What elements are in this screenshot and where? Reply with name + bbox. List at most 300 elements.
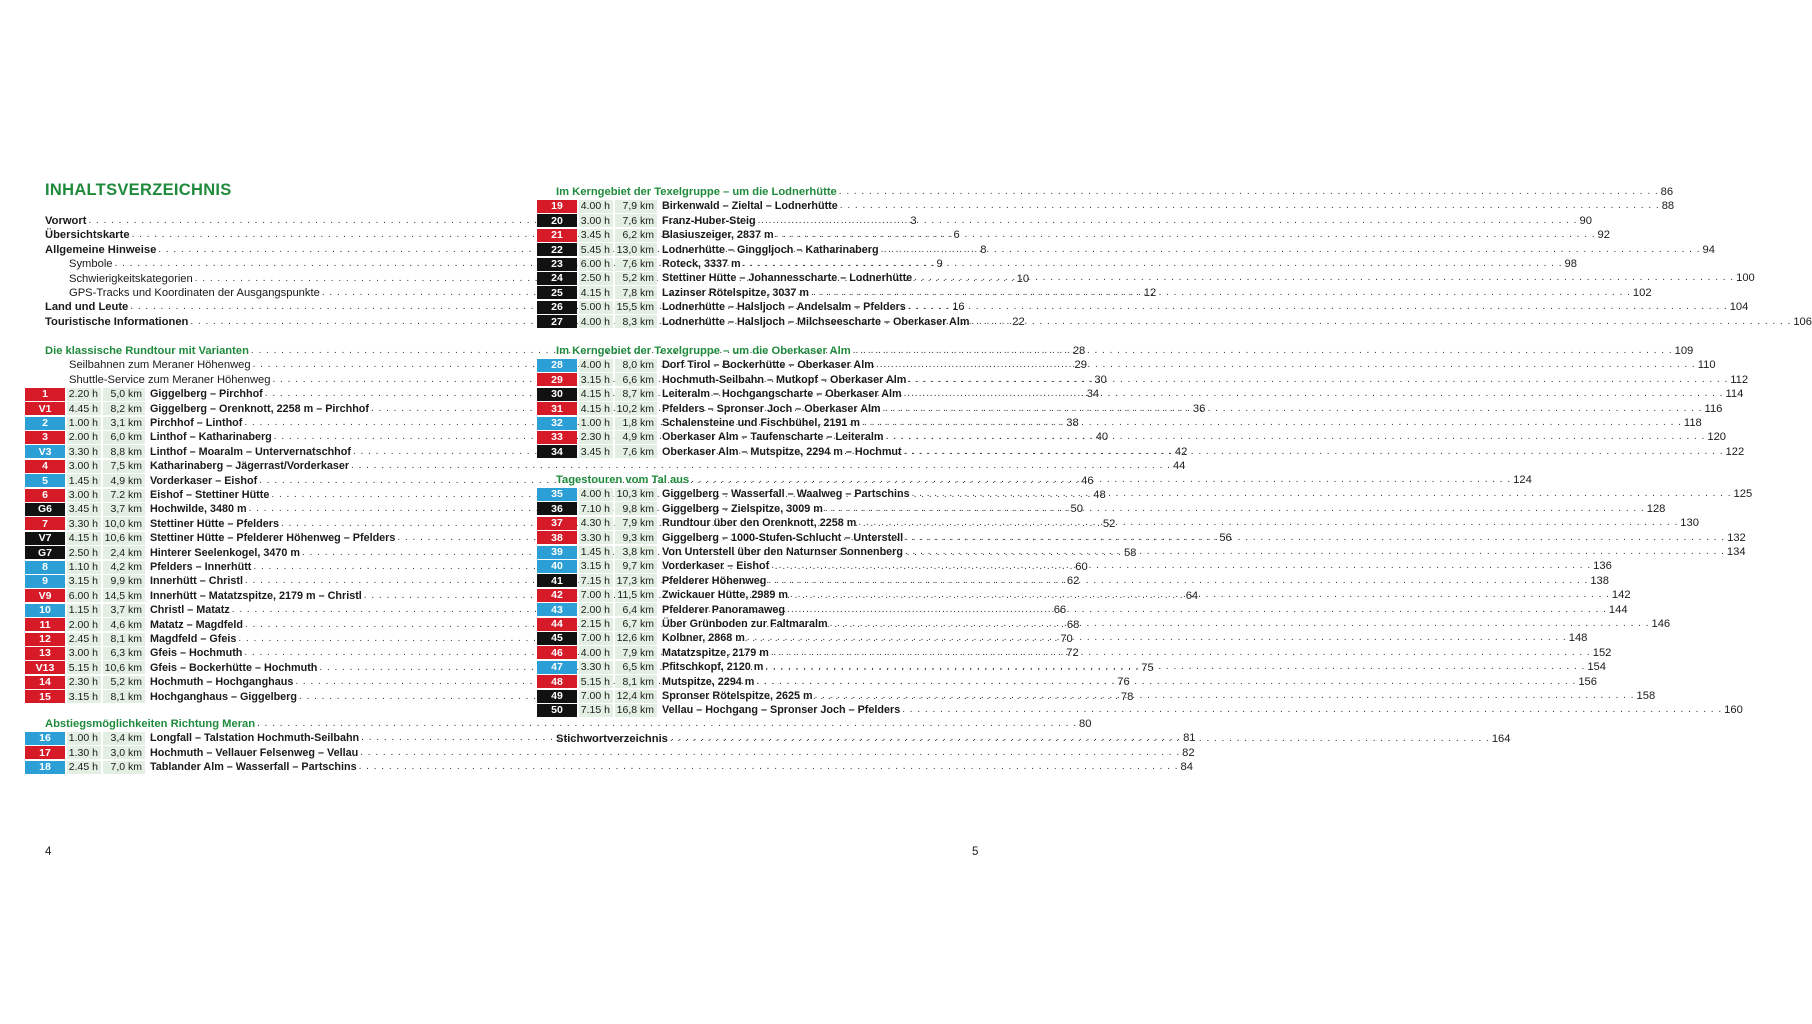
tour-duration: 7.00 h: [579, 690, 613, 703]
tour-duration: 2.30 h: [67, 676, 101, 689]
tour-number-badge: 3: [25, 431, 65, 444]
tour-label: Birkenwald – Zieltal – Lodnerhütte: [662, 200, 838, 213]
section-heading-page: 124: [1513, 474, 1532, 486]
tour-row[interactable]: [537, 243, 1715, 257]
tour-label: Linthof – Moaralm – Untervernatschhof: [150, 445, 351, 458]
tour-label: Oberkaser Alm – Taufenscharte – Leiteralm: [662, 431, 884, 444]
tour-page: 104: [1729, 301, 1749, 314]
tour-number-badge: 10: [25, 604, 65, 617]
tour-page: 46: [1081, 474, 1094, 487]
tour-number-badge: 2: [25, 417, 65, 430]
tour-duration: 3.15 h: [579, 373, 613, 386]
tour-number-badge: 46: [537, 646, 577, 659]
tour-page: 84: [1180, 761, 1193, 774]
leader-dots: [908, 300, 1728, 314]
tour-page: 132: [1727, 531, 1746, 544]
tour-distance: 9,3 km: [615, 531, 657, 544]
leader-dots: [743, 257, 1563, 271]
tour-page: 92: [1597, 229, 1610, 242]
tour-label: Matatz – Magdfeld: [150, 618, 243, 631]
tour-distance: 3,1 km: [103, 417, 145, 430]
leader-dots: [876, 358, 1696, 372]
tour-number-badge: G7: [25, 546, 65, 559]
tour-duration: 5.45 h: [579, 243, 613, 256]
tour-page: 130: [1680, 517, 1699, 530]
tour-number-badge: 31: [537, 402, 577, 415]
tour-label: Von Unterstell über den Naturnser Sonnenberg: [662, 546, 903, 558]
leader-dots: [768, 574, 1588, 588]
tour-duration: 3.30 h: [579, 661, 613, 674]
tour-distance: 8,7 km: [615, 388, 657, 401]
leader-dots: [904, 387, 1724, 401]
page-number-right: 5: [972, 846, 979, 858]
tour-distance: 7,5 km: [103, 460, 145, 473]
entry-label: GPS-Tracks und Koordinaten der Ausgangspunkte: [69, 287, 320, 299]
tour-duration: 1.45 h: [579, 546, 613, 559]
tour-label: Lodnerhütte – Halsljoch – Milchseescharte – Oberkaser Alm: [662, 315, 970, 328]
tour-duration: 4.00 h: [579, 200, 613, 213]
tour-number-badge: 19: [537, 200, 577, 213]
tour-page: 138: [1590, 574, 1609, 587]
tour-duration: 7.10 h: [579, 502, 613, 515]
tour-label: Hochmuth – Vellauer Felsenweg – Vellau: [150, 746, 359, 759]
tour-number-badge: 23: [537, 258, 577, 271]
leader-dots: [776, 228, 1596, 242]
tour-number-badge: 16: [25, 732, 65, 745]
tour-distance: 3,0 km: [103, 746, 145, 759]
tour-label: Vellau – Hochgang – Spronser Joch – Pfelders: [662, 704, 901, 717]
tour-distance: 10,6 km: [103, 661, 145, 674]
leader-dots: [830, 617, 1650, 631]
tour-number-badge: 39: [537, 546, 577, 559]
tour-duration: 6.00 h: [67, 589, 101, 602]
tour-row[interactable]: [537, 300, 1749, 314]
tour-row[interactable]: [537, 228, 1610, 242]
tour-label: Vorderkaser – Eishof: [662, 560, 770, 573]
tour-page: 146: [1651, 618, 1671, 630]
tour-page: 144: [1608, 603, 1628, 616]
tour-distance: 7,6 km: [615, 214, 657, 227]
tour-page: 112: [1730, 373, 1749, 386]
tour-duration: 3.45 h: [579, 229, 613, 242]
section-heading-label: Im Kerngebiet der Texelgruppe – um die Lodnerhütte: [556, 186, 837, 198]
tour-number-badge: V3: [25, 445, 65, 458]
tour-page: 34: [1086, 388, 1100, 401]
tour-number-badge: 34: [537, 445, 577, 458]
tour-label: Hochmuth – Hochganghaus: [150, 676, 294, 689]
tour-distance: 3,7 km: [103, 604, 145, 617]
tour-label: Vorderkaser – Eishof: [150, 474, 258, 487]
tour-page: 60: [1075, 561, 1088, 573]
leader-dots: [908, 373, 1728, 387]
tour-distance: 7,9 km: [615, 200, 657, 213]
tour-number-badge: 30: [537, 388, 577, 401]
tour-duration: 3.00 h: [67, 460, 101, 473]
tour-number-badge: 7: [25, 517, 65, 530]
tour-distance: 8,8 km: [103, 445, 145, 458]
tour-duration: 3.30 h: [67, 445, 101, 458]
tour-label: Linthof – Katharinaberg: [150, 431, 272, 444]
tour-number-badge: 6: [25, 489, 65, 502]
leader-dots: [765, 660, 1585, 674]
entry-label: Vorwort: [45, 215, 87, 227]
entry-label: Stichwortverzeichnis: [556, 733, 668, 745]
tour-page: 66: [1053, 604, 1067, 617]
tour-page: 136: [1593, 560, 1612, 573]
tour-page: 128: [1646, 502, 1666, 515]
tour-number-badge: 49: [537, 690, 577, 703]
leader-dots: [853, 344, 1673, 358]
tour-page: 98: [1564, 258, 1577, 270]
entry-label: Seilbahnen zum Meraner Höhenweg: [69, 359, 251, 372]
tour-duration: 4.00 h: [579, 646, 613, 659]
entry-page: 22: [1012, 315, 1025, 328]
leader-dots: [790, 588, 1610, 602]
tour-page: 62: [1066, 575, 1080, 588]
tour-distance: 10,6 km: [103, 532, 145, 545]
tour-distance: 4,9 km: [615, 431, 657, 444]
tour-number-badge: 50: [537, 704, 577, 717]
leader-dots: [351, 459, 1171, 473]
tour-label: Mutspitze, 2294 m: [662, 675, 755, 688]
tour-label: Lazinser Rötelspitze, 3037 m: [662, 286, 810, 299]
tour-duration: 3.45 h: [67, 503, 101, 516]
section-heading-page: 80: [1079, 718, 1092, 730]
tour-duration: 2.15 h: [579, 618, 613, 631]
tour-number-badge: 32: [537, 417, 577, 430]
tour-duration: 2.50 h: [579, 272, 613, 285]
entry-label: Touristische Informationen: [45, 315, 189, 328]
tour-number-badge: 22: [537, 243, 577, 256]
tour-number-badge: 17: [25, 746, 65, 759]
tour-page: 110: [1697, 359, 1716, 372]
tour-label: Pfelders – Innerhütt: [150, 561, 252, 573]
tour-number-badge: 41: [537, 574, 577, 587]
tour-number-badge: 45: [537, 632, 577, 645]
entry-page: 29: [1074, 359, 1087, 372]
tour-number-badge: 40: [537, 560, 577, 573]
tour-number-badge: V13: [25, 661, 65, 674]
tour-label: Innerhütt – Matatzspitze, 2179 m – Christl: [150, 589, 362, 602]
tour-label: Spronser Rötelspitze, 2625 m: [662, 690, 813, 702]
tour-page: 116: [1704, 402, 1723, 415]
tour-distance: 9,9 km: [103, 575, 145, 588]
tour-distance: 6,2 km: [615, 229, 657, 242]
leader-dots: [905, 531, 1725, 545]
tour-label: Stettiner Hütte – Pfelders: [150, 517, 279, 530]
tour-distance: 8,1 km: [103, 633, 145, 646]
tour-number-badge: 35: [537, 488, 577, 501]
tour-label: Stettiner Hütte – Johannesscharte – Lodnerhütte: [662, 272, 913, 285]
tour-label: Christl – Matatz: [150, 604, 230, 617]
leader-dots: [811, 286, 1631, 300]
tour-page: 88: [1661, 200, 1675, 213]
tour-page: 75: [1141, 661, 1154, 674]
tour-label: Dorf Tirol – Bockerhütte – Oberkaser Alm: [662, 359, 874, 372]
tour-page: 52: [1102, 517, 1116, 530]
tour-label: Hochwilde, 3480 m: [150, 503, 247, 516]
tour-distance: 4,9 km: [103, 474, 145, 487]
tour-duration: 3.00 h: [67, 489, 101, 502]
section-heading-label: Im Kerngebiet der Texelgruppe – um die Oberkaser Alm: [556, 345, 851, 357]
tour-duration: 2.00 h: [67, 618, 101, 631]
tour-label: Eishof – Stettiner Hütte: [150, 489, 270, 501]
tour-number-badge: 29: [537, 373, 577, 386]
tour-distance: 12,6 km: [615, 632, 657, 645]
tour-page: 68: [1066, 618, 1080, 631]
tour-distance: 13,0 km: [615, 243, 657, 256]
tour-page: 64: [1185, 589, 1199, 602]
tour-duration: 1.00 h: [67, 732, 101, 745]
tour-page: 134: [1726, 546, 1746, 558]
tour-page: 48: [1093, 489, 1106, 501]
tour-duration: 3.15 h: [67, 575, 101, 588]
tour-distance: 10,2 km: [615, 402, 657, 415]
leader-dots: [756, 675, 1576, 689]
tour-label: Pfelders – Spronser Joch – Oberkaser Alm: [662, 402, 881, 415]
leader-dots: [905, 545, 1725, 559]
tour-label: Giggelberg – Orenknott, 2258 m – Pirchhof: [150, 402, 369, 415]
tour-number-badge: 11: [25, 618, 65, 631]
tour-row[interactable]: [537, 271, 1755, 285]
tour-page: 58: [1123, 546, 1137, 559]
section-heading-label: Tagestouren vom Tal aus: [556, 474, 690, 486]
tour-duration: 2.45 h: [67, 633, 101, 646]
tour-distance: 6,4 km: [615, 603, 657, 616]
entry-page: 6: [953, 229, 960, 242]
tour-row[interactable]: [42, 459, 1186, 473]
tour-row[interactable]: [537, 257, 1577, 271]
tour-label: Giggelberg – Zielspitze, 3009 m: [662, 502, 823, 515]
tour-distance: 7,9 km: [615, 517, 657, 530]
tour-page: 106: [1793, 315, 1812, 328]
tour-distance: 14,5 km: [103, 589, 145, 602]
tour-label: Tablander Alm – Wasserfall – Partschins: [150, 761, 357, 774]
tour-page: 50: [1070, 503, 1083, 516]
tour-duration: 4.00 h: [579, 315, 613, 328]
tour-distance: 15,5 km: [615, 301, 657, 314]
tour-distance: 6,5 km: [615, 661, 657, 674]
tour-distance: 8,0 km: [615, 359, 657, 372]
tour-label: Kolbner, 2868 m: [662, 632, 745, 645]
tour-distance: 7,8 km: [615, 286, 657, 299]
tour-row[interactable]: [39, 760, 1193, 774]
tour-number-badge: 47: [537, 661, 577, 674]
tour-label: Giggelberg – Pirchhof: [150, 388, 263, 401]
tour-distance: 16,8 km: [615, 704, 657, 717]
tour-distance: 6,0 km: [103, 431, 145, 444]
tour-number-badge: 38: [537, 531, 577, 544]
tour-number-badge: 13: [25, 647, 65, 660]
tour-label: Gfeis – Bockerhütte – Hochmuth: [150, 661, 318, 674]
tour-distance: 11,5 km: [615, 589, 657, 602]
tour-page: 154: [1587, 661, 1606, 674]
tour-distance: 10,0 km: [103, 517, 145, 530]
leader-dots: [747, 631, 1567, 645]
tour-duration: 5.00 h: [579, 301, 613, 314]
tour-page: 152: [1592, 646, 1612, 659]
tour-page: 90: [1579, 214, 1592, 227]
tour-page: 82: [1182, 746, 1195, 759]
tour-label: Hinterer Seelenkogel, 3470 m: [150, 546, 301, 559]
tour-label: Hochganghaus – Giggelberg: [150, 690, 297, 703]
tour-duration: 3.30 h: [579, 531, 613, 544]
tour-duration: 1.30 h: [67, 746, 101, 759]
entry-page: 8: [980, 243, 987, 256]
tour-number-badge: 44: [537, 618, 577, 631]
section-heading[interactable]: [537, 185, 1674, 199]
tour-duration: 4.30 h: [579, 517, 613, 530]
tour-distance: 9,8 km: [615, 502, 657, 515]
tour-distance: 9,7 km: [615, 560, 657, 573]
tour-number-badge: 1: [25, 388, 65, 401]
tour-duration: 7.00 h: [579, 589, 613, 602]
tour-distance: 4,2 km: [103, 561, 145, 574]
tour-number-badge: 18: [25, 761, 65, 774]
tour-label: Pfelderer Höhenweg: [662, 574, 767, 587]
tour-page: 78: [1120, 690, 1134, 703]
entry-page: 12: [1143, 287, 1157, 299]
tour-number-badge: 9: [25, 575, 65, 588]
tour-duration: 6.00 h: [579, 258, 613, 271]
tour-distance: 6,7 km: [615, 618, 657, 631]
tour-distance: 3,4 km: [103, 732, 145, 745]
tour-label: Gfeis – Hochmuth: [150, 647, 243, 660]
tour-duration: 2.45 h: [67, 761, 101, 774]
tour-duration: 4.00 h: [579, 359, 613, 372]
tour-label: Über Grünboden zur Faltmaralm: [662, 618, 828, 630]
entry-label: Shuttle-Service zum Meraner Höhenweg: [69, 373, 271, 386]
tour-duration: 1.00 h: [67, 417, 101, 430]
tour-distance: 10,3 km: [615, 488, 657, 501]
tour-duration: 3.00 h: [67, 647, 101, 660]
tour-number-badge: 43: [537, 603, 577, 616]
entry-label: Übersichtskarte: [45, 229, 130, 242]
tour-distance: 6,3 km: [103, 647, 145, 660]
tour-page: 70: [1060, 633, 1073, 645]
tour-number-badge: 26: [537, 301, 577, 314]
tour-duration: 2.00 h: [67, 431, 101, 444]
leader-dots: [914, 271, 1734, 285]
tour-duration: 3.45 h: [579, 445, 613, 458]
tour-duration: 2.00 h: [579, 603, 613, 616]
tour-page: 102: [1632, 286, 1652, 299]
tour-distance: 12,4 km: [615, 690, 657, 703]
tour-distance: 2,4 km: [103, 546, 145, 559]
leader-dots: [840, 199, 1660, 213]
tour-page: 40: [1095, 431, 1109, 444]
leader-dots: [883, 402, 1703, 416]
tour-number-badge: 20: [537, 214, 577, 227]
leader-dots: [862, 416, 1682, 430]
tour-number-badge: 12: [25, 633, 65, 646]
tour-page: 122: [1725, 445, 1745, 458]
tour-number-badge: 4: [25, 460, 65, 473]
tour-number-badge: 14: [25, 676, 65, 689]
leader-dots: [787, 603, 1607, 617]
tour-number-badge: 33: [537, 431, 577, 444]
leader-dots: [771, 646, 1591, 660]
leader-dots: [771, 559, 1591, 573]
entry-label: Allgemeine Hinweise: [45, 243, 157, 256]
tour-duration: 2.20 h: [67, 388, 101, 401]
tour-row[interactable]: [537, 631, 1588, 645]
leader-dots: [825, 502, 1645, 516]
tour-number-badge: 24: [537, 272, 577, 285]
tour-label: Giggelberg – 1000-Stufen-Schlucht – Unterstell: [662, 531, 904, 544]
tour-label: Katharinaberg – Jägerrast/Vorderkaser: [150, 460, 350, 473]
tour-duration: 1.15 h: [67, 604, 101, 617]
leader-dots: [881, 243, 1701, 257]
leader-dots: [815, 689, 1635, 703]
leader-dots: [902, 703, 1722, 717]
tour-label: Innerhütt – Christl: [150, 575, 243, 588]
tour-page: 42: [1174, 445, 1188, 458]
tour-distance: 5,2 km: [103, 676, 145, 689]
toc-title: INHALTSVERZEICHNIS: [45, 181, 232, 199]
tour-page: 94: [1702, 243, 1715, 256]
tour-duration: 4.15 h: [579, 402, 613, 415]
tour-page: 72: [1066, 647, 1079, 660]
entry-page: 30: [1094, 373, 1107, 386]
section-heading-label: Die klassische Rundtour mit Varianten: [45, 345, 249, 357]
tour-distance: 8,3 km: [615, 315, 657, 328]
tour-duration: 3.00 h: [579, 214, 613, 227]
tour-number-badge: V7: [25, 532, 65, 545]
tour-number-badge: V9: [25, 589, 65, 602]
tour-row[interactable]: [537, 214, 1592, 228]
section-heading-page: 86: [1660, 186, 1674, 198]
section-heading[interactable]: [45, 717, 1092, 731]
entry-label: Symbole: [69, 258, 113, 271]
tour-distance: 7.2 km: [103, 489, 145, 502]
tour-number-badge: 28: [537, 359, 577, 372]
tour-row[interactable]: [537, 199, 1675, 213]
tour-page: 100: [1736, 272, 1755, 285]
tour-page: 142: [1611, 589, 1631, 602]
tour-number-badge: 36: [537, 502, 577, 515]
tour-number-badge: 15: [25, 690, 65, 703]
leader-dots: [758, 214, 1578, 228]
leader-dots: [360, 746, 1180, 760]
tour-label: Pirchhof – Linthof: [150, 417, 243, 429]
tour-duration: 1.45 h: [67, 474, 101, 487]
tour-page: 38: [1066, 417, 1079, 429]
leader-dots: [691, 473, 1511, 487]
tour-label: Matatzspitze, 2179 m: [662, 646, 769, 659]
tour-row[interactable]: [39, 746, 1195, 760]
tour-row[interactable]: [537, 703, 1743, 717]
tour-duration: 7.15 h: [579, 574, 613, 587]
leader-dots: [904, 445, 1724, 459]
tour-distance: 6,6 km: [615, 373, 657, 386]
entry-page: 16: [952, 301, 965, 314]
tour-label: Pfelderer Panoramaweg: [662, 603, 786, 616]
tour-distance: 7,9 km: [615, 646, 657, 659]
tour-distance: 7,6 km: [615, 445, 657, 458]
tour-duration: 4.15 h: [579, 286, 613, 299]
section-heading-page: 28: [1072, 345, 1086, 357]
tour-number-badge: 37: [537, 517, 577, 530]
tour-number-badge: 25: [537, 286, 577, 299]
tour-distance: 8,1 km: [615, 675, 657, 688]
tour-number-badge: 48: [537, 675, 577, 688]
leader-dots: [839, 185, 1659, 199]
tour-page: 114: [1725, 388, 1744, 401]
tour-label: Longfall – Talstation Hochmuth-Seilbahn: [150, 732, 360, 745]
tour-number-badge: G6: [25, 503, 65, 516]
tour-distance: 5,0 km: [103, 388, 145, 401]
